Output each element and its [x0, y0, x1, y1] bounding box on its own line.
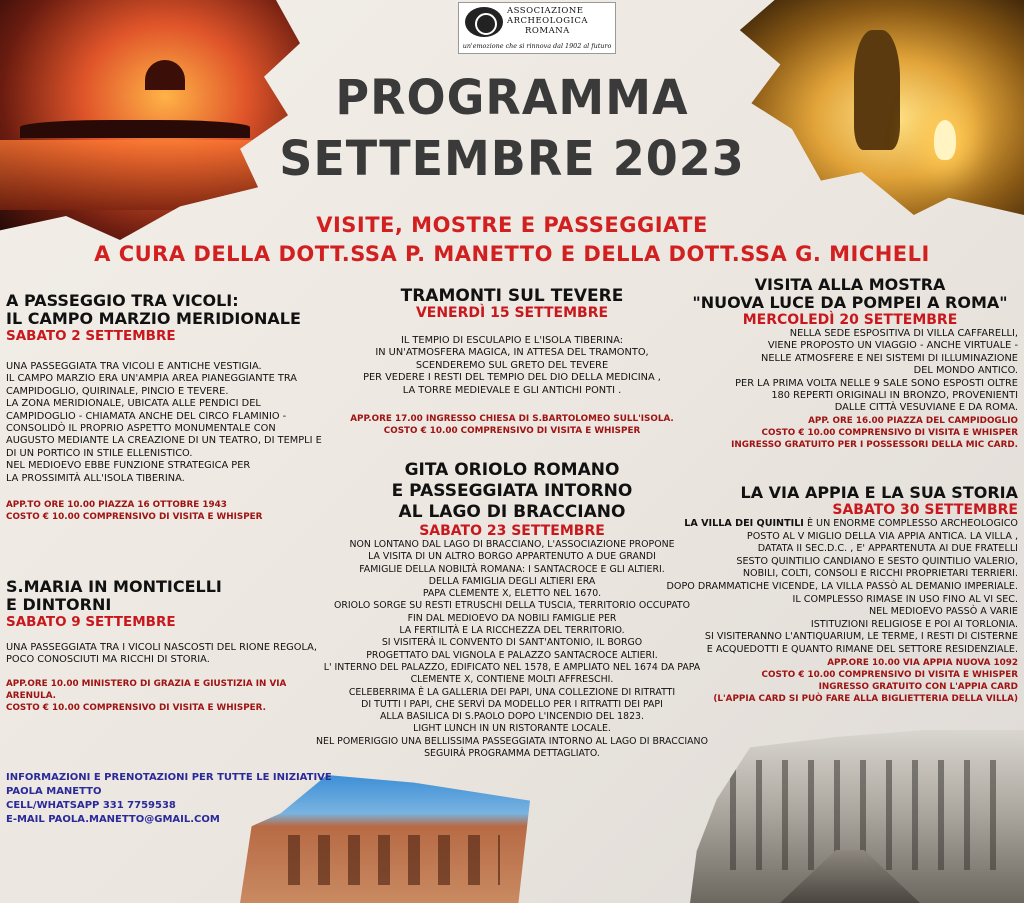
description-line: LIGHT LUNCH IN UN RISTORANTE LOCALE.	[413, 723, 611, 735]
description-line: NEL MEDIOEVO PASSÒ A VARIE	[869, 606, 1018, 618]
description-line: ALLA BASILICA DI S.PAOLO DOPO L'INCENDIO DEL 1823.	[380, 711, 644, 723]
event-date: SABATO 9 SETTEMBRE	[6, 614, 176, 630]
description-line: ISTITUZIONI RELIGIOSE E POI AI TORLONIA.	[810, 618, 1018, 630]
description-line: LA FERTILITÀ E LA RICCHEZZA DEL TERRITORIO.	[399, 625, 625, 637]
description-line: CONSOLIDÒ IL PROPRIO ASPETTO MONUMENTALE CON	[6, 423, 276, 435]
description-line: DOPO DRAMMATICHE VICENDE, LA VILLA PASSÒ AL DEMANIO IMPERIALE.	[666, 580, 1018, 592]
event-title: GITA ORIOLO ROMANO	[404, 460, 620, 480]
description-line: PAPA CLEMENTE X, ELETTO NEL 1670.	[422, 588, 602, 600]
description-line: FIN DAL MEDIOEVO DA NOBILI FAMIGLIE PER	[407, 612, 617, 624]
description-line: FAMIGLIE DELLA NOBILTÀ ROMANA: I SANTACROCE E GLI ALTIERI.	[359, 563, 665, 575]
description-line: DALLE CITTÀ VESUVIANE E DA ROMA.	[834, 402, 1018, 414]
event-title: LA VIA APPIA E LA SUA STORIA	[740, 483, 1018, 502]
contact-info	[6, 771, 336, 827]
description-line	[662, 518, 1018, 531]
event-appointment: APP.ORE 10.00 MINISTERO DI GRAZIA E GIUSTIZIA IN VIA ARENULA.	[6, 678, 287, 702]
description-line: ORIOLO SORGE SU RESTI ETRUSCHI DELLA TUSCIA, TERRITORIO OCCUPATO	[333, 600, 691, 612]
event-title: TRAMONTI SUL TEVERE	[400, 286, 624, 306]
description-line: VIENE PROPOSTO UN VIAGGIO - ANCHE VIRTUALE -	[767, 340, 1018, 352]
description-line: LA TORRE MEDIEVALE E GLI ANTICHI PONTI .	[402, 384, 622, 396]
description-line: SCENDEREMO SUL GRETO DEL TEVERE	[415, 359, 609, 371]
description-line: LA VISITA DI UN ALTRO BORGO APPARTENUTO A DUE GRANDI	[368, 551, 656, 563]
logo-motto: un'emozione che si rinnova dal 1902 al futuro	[462, 42, 612, 50]
event-appointment: APP.TO ORE 10.00 PIAZZA 16 OTTOBRE 1943	[6, 500, 227, 511]
description-line: SI VISITERANNO L'ANTIQUARIUM, LE TERME, I RESTI DI CISTERNE	[704, 631, 1018, 643]
event-date: MERCOLEDÌ 20 SETTEMBRE	[742, 312, 958, 328]
ruins-columns	[730, 760, 1010, 870]
description-line: SEGUIRÀ PROGRAMMA DETTAGLIATO.	[424, 748, 600, 760]
description-line: NEL POMERIGGIO UNA BELLISSIMA PASSEGGIATA INTORNO AL LAGO DI BRACCIANO	[316, 735, 708, 747]
contact-phone[interactable]: CELL/WHATSAPP 331 7759538	[6, 800, 176, 811]
description-line: IN UN'ATMOSFERA MAGICA, IN ATTESA DEL TRAMONTO,	[375, 347, 649, 359]
description-line: NOBILI, COLTI, CONSOLI E RICCHI PROPRIETARI TERRIERI.	[742, 568, 1018, 580]
event-description	[662, 518, 1018, 657]
description-line: NELLA SEDE ESPOSITIVA DI VILLA CAFFARELLI,	[789, 328, 1018, 339]
description-line: DI TUTTI I PAPI, CHE SERVÌ DA MODELLO PER I RITRATTI DEI PAPI	[361, 698, 663, 710]
event-appointment: APP. ORE 16.00 PIAZZA DEL CAMPIDOGLIO	[808, 415, 1018, 426]
emblem-icon	[465, 7, 503, 37]
event-cost: COSTO € 10.00 COMPRENSIVO DI VISITA E WHISPER	[761, 428, 1018, 439]
logo-line-2: ARCHEOLOGICA	[507, 16, 589, 26]
villa-name: LA VILLA DEI QUINTILI	[684, 518, 804, 529]
event-title: S.MARIA IN MONTICELLI	[6, 577, 222, 596]
association-logo	[458, 2, 616, 54]
event-free-entry: INGRESSO GRATUITO PER I POSSESSORI DELLA MIC CARD.	[731, 440, 1018, 451]
contact-name: PAOLA MANETTO	[6, 786, 102, 797]
event-note: (L'APPIA CARD SI PUÒ FARE ALLA BIGLIETTERIA DELLA VILLA)	[713, 694, 1018, 705]
description-line: POCO CONOSCIUTI MA RICCHI DI STORIA.	[6, 654, 210, 666]
description-line: CELEBERRIMA È LA GALLERIA DEI PAPI, UNA COLLEZIONE DI RITRATTI	[348, 686, 676, 698]
logo-line-3: ROMANA	[525, 26, 570, 36]
description-line: CAMPIDOGLIO, QUIRINALE, PINCIO E TEVERE.	[6, 385, 229, 397]
photo-via-appia-engraving	[690, 730, 1024, 903]
info-heading: INFORMAZIONI E PRENOTAZIONI PER TUTTE LE INIZIATIVE	[6, 772, 332, 783]
event-via-appia	[662, 484, 1018, 705]
event-cost: COSTO € 10.00 COMPRENSIVO DI VISITA E WHISPER	[383, 426, 641, 437]
description-line: SI VISITERÀ IL CONVENTO DI SANT'ANTONIO, IL BORGO	[381, 637, 643, 649]
description-line: UNA PASSEGGIATA TRA VICOLI E ANTICHE VESTIGIA.	[6, 361, 262, 372]
palazzo-windows	[270, 835, 500, 885]
event-title: IL CAMPO MARZIO MERIDIONALE	[6, 309, 301, 328]
description-line: DI UN PORTICO IN STILE ELLENISTICO.	[6, 447, 193, 459]
description-line: NELLE ATMOSFERE E NEI SISTEMI DI ILLUMINAZIONE	[760, 352, 1018, 364]
description-line: 180 REPERTI ORIGINALI IN BRONZO, PROVENIENTI	[771, 390, 1018, 402]
description-line: IL TEMPIO DI ESCULAPIO E L'ISOLA TIBERINA:	[400, 335, 624, 346]
page-title-line-2: SETTEMBRE 2023	[279, 129, 745, 187]
event-title: E PASSEGGIATA INTORNO	[391, 481, 633, 501]
description-line: SESTO QUINTILIO CANDIANO E SESTO QUINTILIO VALERIO,	[736, 555, 1018, 567]
description-line: LA ZONA MERIDIONALE, UBICATA ALLE PENDICI DEL	[6, 398, 261, 410]
description-line: DELLA FAMIGLIA DEGLI ALTIERI ERA	[428, 575, 596, 587]
event-tramonti-tevere	[322, 287, 702, 437]
contact-email[interactable]: E-MAIL PAOLA.MANETTO@GMAIL.COM	[6, 814, 220, 825]
description-line: POSTO AL V MIGLIO DELLA VIA APPIA ANTICA. LA VILLA ,	[746, 530, 1018, 542]
description-line: E ACQUEDOTTI E QUANTO RIMANE DEL SETTORE RESIDENZIALE.	[706, 643, 1018, 655]
event-cost: COSTO € 10.00 COMPRENSIVO DI VISITA E WHISPER	[6, 512, 263, 523]
description-line: UNA PASSEGGIATA TRA I VICOLI NASCOSTI DEL RIONE REGOLA,	[6, 642, 317, 653]
event-description	[322, 335, 702, 397]
description-line: IL CAMPO MARZIO ERA UN'AMPIA AREA PIANEGGIANTE TRA	[6, 373, 297, 385]
event-campo-marzio	[6, 292, 336, 523]
description-line: DEL MONDO ANTICO.	[913, 365, 1018, 377]
description-line: AUGUSTO MEDIANTE LA CREAZIONE DI UN TEATRO, DI TEMPLI E	[6, 435, 322, 447]
event-title: A PASSEGGIO TRA VICOLI:	[6, 291, 239, 310]
event-free-entry: INGRESSO GRATUITO CON L'APPIA CARD	[818, 681, 1018, 692]
subtitle-line-1: VISITE, MOSTRE E PASSEGGIATE	[316, 213, 708, 237]
event-title: AL LAGO DI BRACCIANO	[398, 502, 626, 522]
description-line: IL COMPLESSO RIMASE IN USO FINO AL VI SEC.	[792, 593, 1018, 605]
page-title-line-1: PROGRAMMA	[335, 68, 689, 126]
event-description	[312, 539, 712, 760]
description-line: LA PROSSIMITÀ ALL'ISOLA TIBERINA.	[6, 472, 185, 484]
event-date: VENERDÌ 15 SETTEMBRE	[415, 305, 609, 321]
event-description	[6, 642, 336, 667]
event-cost: COSTO € 10.00 COMPRENSIVO DI VISITA E WHISPER	[761, 669, 1018, 680]
description-line: PER LA PRIMA VOLTA NELLE 9 SALE SONO ESPOSTI OLTRE	[735, 377, 1018, 389]
event-title: E DINTORNI	[6, 595, 112, 614]
subtitle-line-2: A CURA DELLA DOTT.SSA P. MANETTO E DELLA DOTT.SSA G. MICHELI	[94, 242, 930, 266]
description-line: NEL MEDIOEVO EBBE FUNZIONE STRATEGICA PER	[6, 460, 251, 472]
description-line-start: È UN ENORME COMPLESSO ARCHEOLOGICO	[803, 518, 1018, 529]
event-title: VISITA ALLA MOSTRA	[754, 275, 946, 294]
logo-line-1: ASSOCIAZIONE	[507, 6, 584, 16]
event-mostra-pompei	[662, 276, 1018, 451]
description-line: L' INTERNO DEL PALAZZO, EDIFICATO NEL 1578, E AMPLIATO NEL 1674 DA PAPA	[323, 661, 701, 673]
event-description	[662, 328, 1018, 415]
event-date: SABATO 2 SETTEMBRE	[6, 328, 176, 344]
description-line: CLEMENTE X, CONTIENE MOLTI AFFRESCHI.	[410, 674, 614, 686]
event-gita-oriolo	[312, 460, 712, 760]
event-cost: COSTO € 10.00 COMPRENSIVO DI VISITA E WHISPER.	[6, 703, 266, 714]
event-santa-maria-monticelli	[6, 578, 336, 714]
event-date: SABATO 30 SETTEMBRE	[832, 502, 1018, 518]
event-date: SABATO 23 SETTEMBRE	[419, 523, 605, 539]
description-line: NON LONTANO DAL LAGO DI BRACCIANO, L'ASSOCIAZIONE PROPONE	[349, 539, 675, 550]
event-appointment: APP.ORE 10.00 VIA APPIA NUOVA 1092	[827, 657, 1018, 668]
description-line: DATATA II SEC.D.C. , E' APPARTENUTA AI DUE FRATELLI	[757, 543, 1018, 555]
event-description	[6, 361, 336, 485]
description-line: PER VEDERE I RESTI DEL TEMPIO DEL DIO DELLA MEDICINA ,	[363, 372, 661, 384]
event-title: "NUOVA LUCE DA POMPEI A ROMA"	[692, 293, 1008, 312]
event-appointment: APP.ORE 17.00 INGRESSO CHIESA DI S.BARTOLOMEO SULL'ISOLA.	[350, 414, 674, 425]
description-line: PROGETTATO DAL VIGNOLA E PALAZZO SANTACROCE ALTIERI.	[366, 649, 658, 661]
description-line: CAMPIDOGLIO - CHIAMATA ANCHE DEL CIRCO FLAMINIO -	[6, 410, 287, 422]
